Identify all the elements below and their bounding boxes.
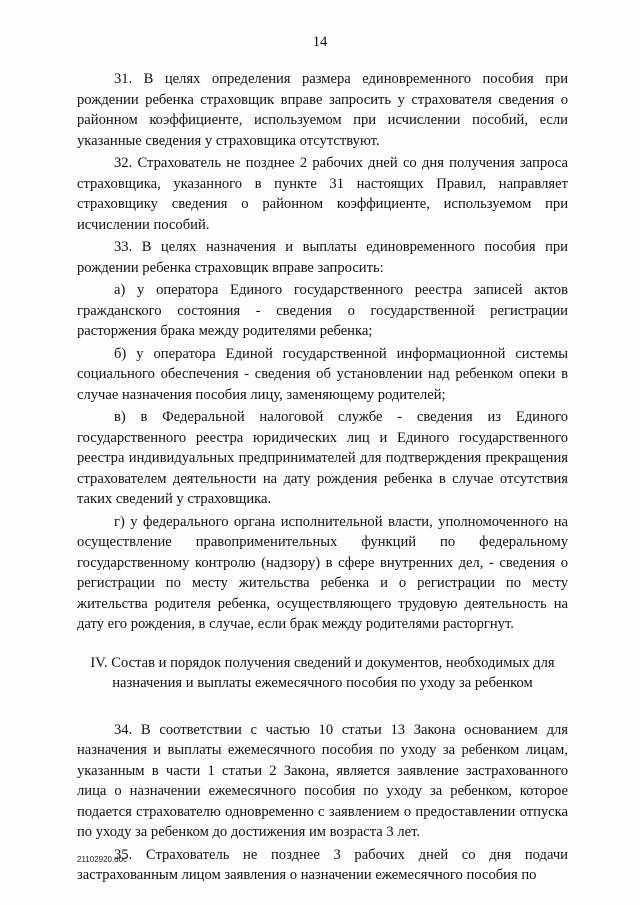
paragraph-33: 33. В целях назначения и выплаты единовременного пособия при рождении ребенка страховщик вправе запросить: bbox=[77, 239, 568, 276]
footer-filename: 21102920.doc bbox=[77, 855, 128, 864]
paragraph-31: 31. В целях определения размера единовременного пособия при рождении ребенка страховщик вправе запросить у страхователя сведения о районном коэффициенте, используемом при исчислении пособий, если указанные сведения у страховщика отсутствуют. bbox=[77, 71, 568, 149]
paragraph-32: 32. Страхователь не позднее 2 рабочих дней со дня получения запроса страховщика, указанного в пункте 31 настоящих Правил, направляет страховщику сведения о районном коэффициенте, используемом при исчислении пособий. bbox=[77, 155, 568, 233]
section-heading-line-1: IV. Состав и порядок получения сведений и документов, необходимых для bbox=[90, 654, 555, 671]
paragraph-35: 35. Страхователь не позднее 3 рабочих дней со дня подачи застрахованным лицом заявления о назначении ежемесячного пособия по bbox=[77, 846, 568, 883]
paragraph-33-b: б) у оператора Единой государственной информационной системы социального обеспечения - сведения об установлении над ребенком опеки в случае назначения пособия лицу, заменяющему родителей; bbox=[77, 345, 568, 403]
paragraph-33-a: а) у оператора Единого государственного реестра записей актов гражданского состояния - сведения о государственной регистрации расторжения брака между родителями ребенка; bbox=[77, 282, 568, 339]
page-number: 14 bbox=[312, 34, 328, 50]
paragraph-33-g: г) у федерального органа исполнительной власти, уполномоченного на осуществление правоприменительных функций по федеральному государственному контролю (надзору) в сфере внутренних дел, - сведения о регистрации по месту жительства ребенка и о регистрации по месту жительства родителя ребенка, осуществляющего трудовую деятельность на дату его рождения, в случае, если брак между родителями расторгнут. bbox=[77, 513, 568, 632]
section-heading-line-2: назначения и выплаты ежемесячного пособия по уходу за ребенком bbox=[112, 675, 533, 691]
section-heading bbox=[77, 653, 568, 694]
paragraph-33-v: в) в Федеральной налоговой службе - сведения из Единого государственного реестра юридических лиц и Единого государственного реестра индивидуальных предпринимателей для подтверждения прекращения страхователем деятельности на дату рождения ребенка в случае отсутствия таких сведений у страховщика. bbox=[77, 409, 568, 507]
paragraph-34: 34. В соответствии с частью 10 статьи 13 Закона основанием для назначения и выплаты ежемесячного пособия по уходу за ребенком лицам, указанным в части 1 статьи 2 Закона, является заявление застрахованного лица о назначении ежемесячного пособия по уходу за ребенком, которое подается страхователю одновременно с заявлением о предоставлении отпуска по уходу за ребенком до достижения им возраста 3 лет. bbox=[77, 721, 568, 840]
document-body bbox=[77, 69, 568, 888]
